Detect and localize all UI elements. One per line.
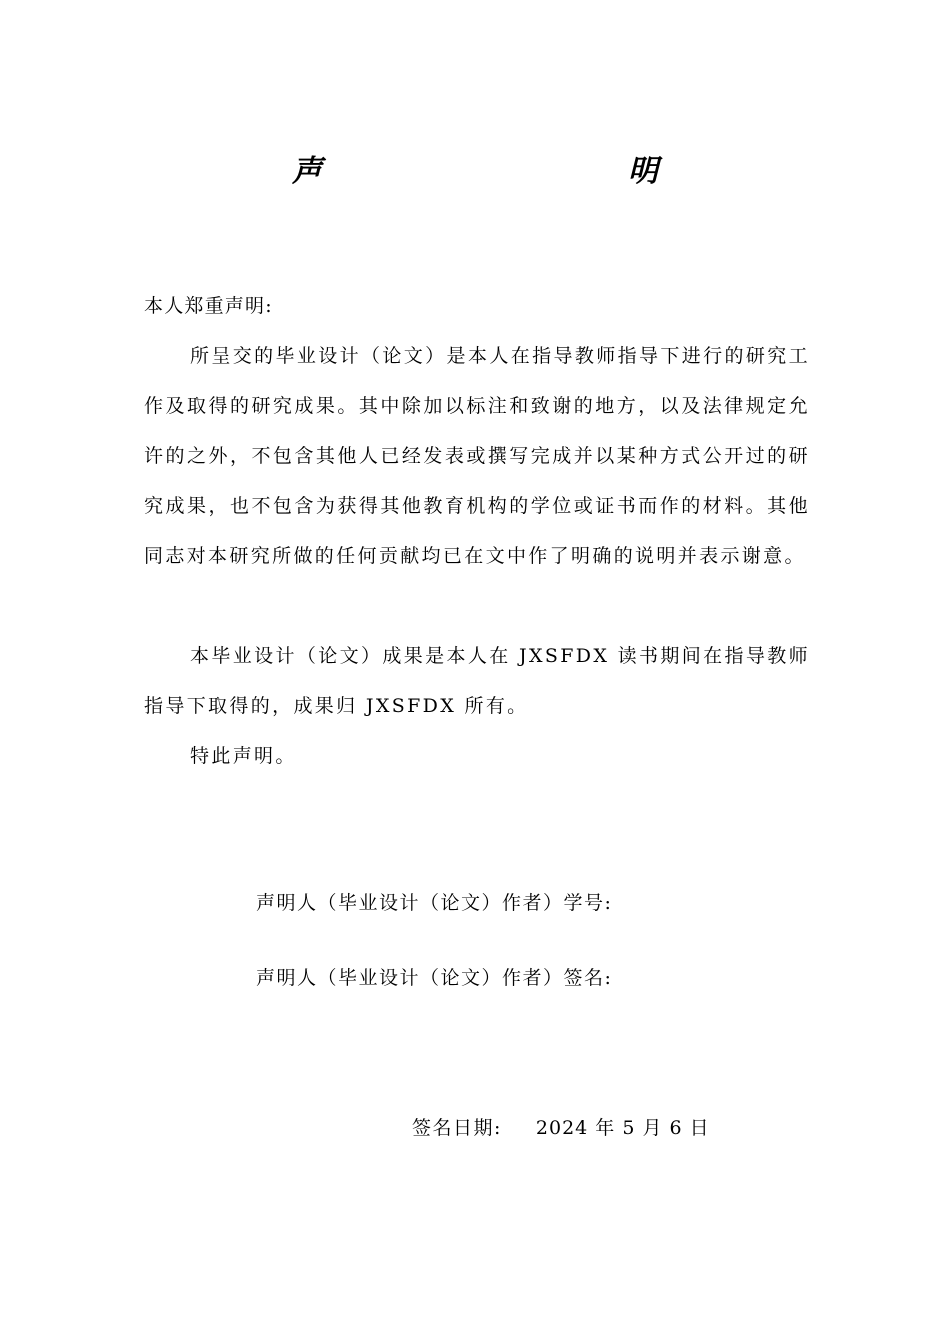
declaration-paragraph-2: 本毕业设计（论文）成果是本人在 JXSFDX 读书期间在指导教师指导下取得的，成果归 JXSFDX 所有。 (144, 645, 810, 717)
page-title: 声 明 (292, 154, 740, 189)
opening-line: 本人郑重声明: (144, 295, 273, 317)
date-label: 签名日期: (412, 1117, 502, 1139)
declaration-paragraph-3: 特此声明。 (190, 745, 297, 767)
declaration-paragraph-1: 所呈交的毕业设计（论文）是本人在指导教师指导下进行的研究工作及取得的研究成果。其中除加以标注和致谢的地方，以及法律规定允许的之外，不包含其他人已经发表或撰写完成并以某种方式公开过的研究成果，也不包含为获得其他教育机构的学位或证书而作的材料。其他同志对本研究所做的任何贡献均已在文中作了明确的说明并表示谢意。 (144, 345, 810, 567)
student-id-label: 声明人（毕业设计（论文）作者）学号: (256, 892, 613, 914)
signature-date-row (412, 1108, 710, 1148)
date-value: 2024 年 5 月 6 日 (535, 1117, 710, 1139)
signature-label: 声明人（毕业设计（论文）作者）签名: (256, 967, 613, 989)
